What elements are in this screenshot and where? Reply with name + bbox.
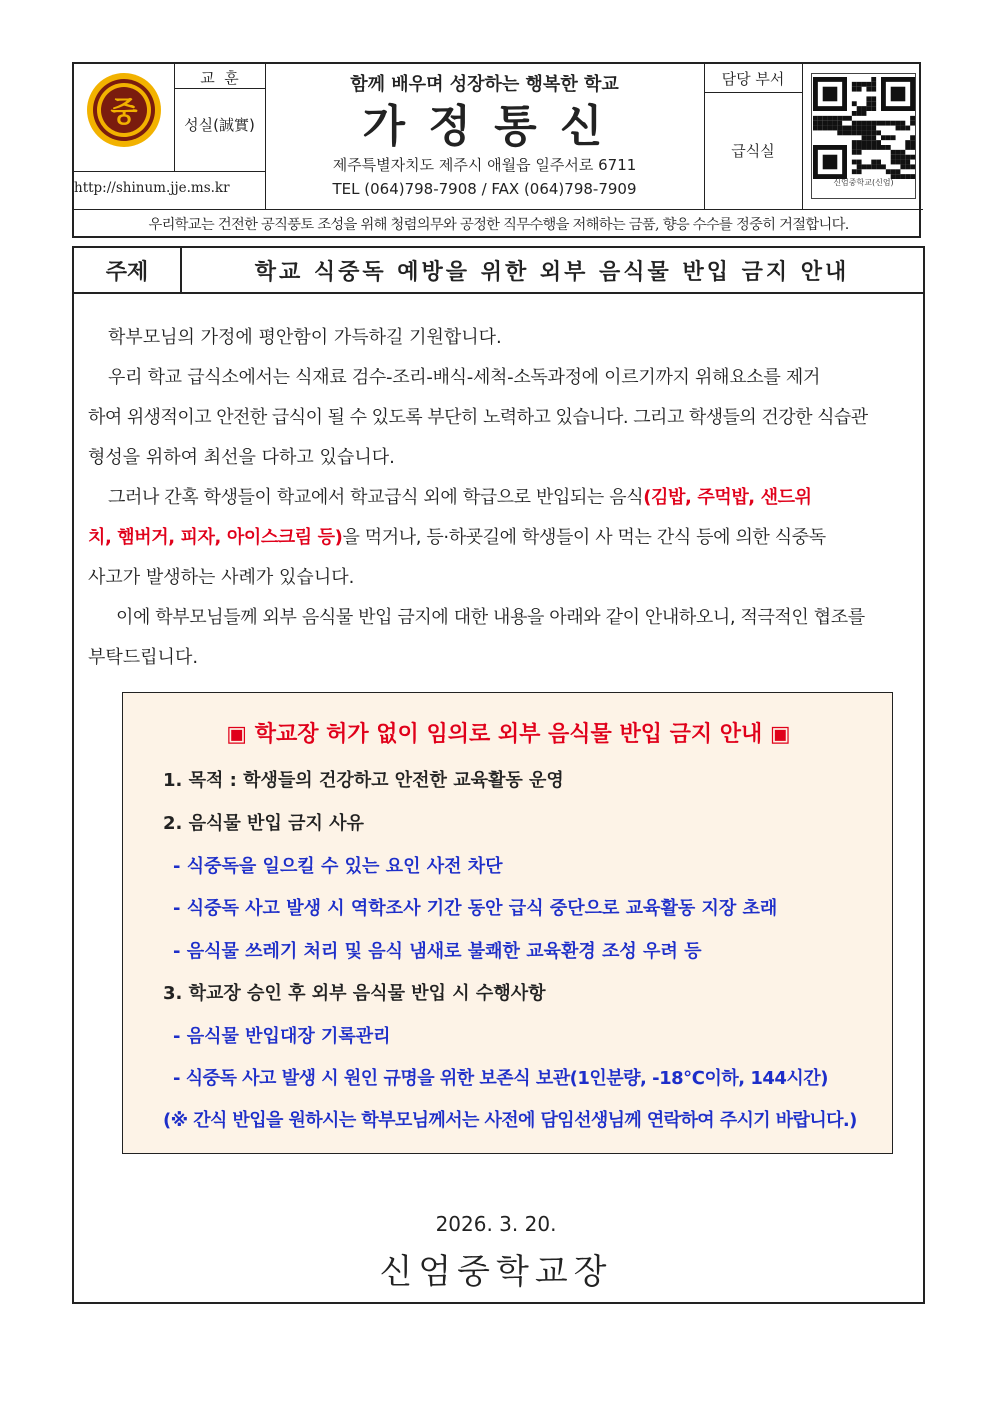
- motto-label: 교 훈: [200, 69, 239, 87]
- paragraph-2: [88, 358, 910, 478]
- logo-text: 중: [110, 95, 138, 128]
- page-title: 가 정 통 신: [362, 101, 607, 152]
- document-date: 2026. 3. 20.: [435, 1212, 557, 1236]
- paragraph-3-line-2-text: 을 먹거나, 등·하굣길에 학생들이 사 먹는 간식 등에 의한 식중독: [342, 527, 826, 548]
- notice-item-2: 2. 음식물 반입 금지 사유: [163, 813, 364, 834]
- paragraph-3-food-list-1: (김밥, 주먹밥, 샌드위: [643, 487, 812, 508]
- slogan: 함께 배우며 성장하는 행복한 학교: [350, 74, 619, 95]
- paragraph-3-line-1-text: 그러나 간혹 학생들이 학교에서 학교급식 외에 학급으로 반입되는 음식: [108, 487, 644, 508]
- subject-label: 주제: [105, 260, 149, 285]
- paragraph-2-line-3: 형성을 위하여 최선을 다하고 있습니다.: [88, 447, 395, 468]
- school-address: 제주특별자치도 제주시 애월읍 일주서로 6711: [332, 156, 637, 174]
- subject-title: 학교 식중독 예방을 위한 외부 음식물 반입 금지 안내: [254, 260, 850, 285]
- dept-value: 급식실: [731, 142, 775, 160]
- notice-item-2b: - 식중독 사고 발생 시 역학조사 기간 동안 급식 중단으로 교육활동 지장 초래: [173, 898, 778, 919]
- notice-item-3: 3. 학교장 승인 후 외부 음식물 반입 시 수행사항: [163, 983, 546, 1004]
- paragraph-3: [88, 478, 910, 598]
- paragraph-1-line: 학부모님의 가정에 평안함이 가득하길 기원합니다.: [108, 327, 502, 348]
- qr-code-box: [811, 73, 916, 199]
- paragraph-1: [88, 318, 910, 358]
- notice-item-2c: - 음식물 쓰레기 처리 및 음식 냄새로 불쾌한 교육환경 조성 우려 등: [173, 941, 702, 962]
- integrity-notice: 우리학교는 건전한 공직풍토 조성을 위해 청렴의무와 공정한 직무수행을 저해하는 금품, 향응 수수를 정중히 거절합니다.: [148, 217, 849, 233]
- paragraph-3-line-3: 사고가 발생하는 사례가 있습니다.: [88, 567, 355, 588]
- qr-code-icon: [813, 77, 915, 179]
- school-logo: [84, 70, 164, 150]
- dept-label: 담당 부서: [721, 70, 785, 88]
- paragraph-4-line-2: 부탁드립니다.: [88, 647, 199, 668]
- document-signature: 신엄중학교장: [379, 1252, 613, 1292]
- notice-item-3b: - 식중독 사고 발생 시 원인 규명을 위한 보존식 보관(1인분량, -18℃이하, 144시간): [173, 1068, 828, 1089]
- notice-item-2a: - 식중독을 일으킬 수 있는 요인 사전 차단: [173, 856, 503, 877]
- header-table: [72, 62, 921, 238]
- motto-value: 성실(誠實): [184, 116, 255, 134]
- notice-box: [122, 692, 893, 1154]
- paragraph-4-line-1: 이에 학부모님들께 외부 음식물 반입 금지에 대한 내용을 아래와 같이 안내하오니, 적극적인 협조를: [116, 607, 865, 628]
- paragraph-2-line-2: 하여 위생적이고 안전한 급식이 될 수 있도록 부단히 노력하고 있습니다. 그리고 학생들의 건강한 식습관: [88, 407, 868, 428]
- school-website[interactable]: http://shinum.jje.ms.kr: [74, 180, 230, 196]
- paragraph-3-food-list-2: 치, 햄버거, 피자, 아이스크림 등): [88, 527, 343, 548]
- notice-item-1: 1. 목적 : 학생들의 건강하고 안전한 교육활동 운영: [163, 770, 564, 791]
- qr-caption: 신엄중학교(신엄): [833, 178, 894, 187]
- paragraph-4: [88, 598, 910, 678]
- paragraph-2-line-1: 우리 학교 급식소에서는 식재료 검수-조리-배식-세척-소독과정에 이르기까지 위해요소를 제거: [108, 367, 821, 388]
- notice-footnote: (※ 간식 반입을 원하시는 학부모님께서는 사전에 담임선생님께 연락하여 주시기 바랍니다.): [163, 1110, 857, 1131]
- notice-item-3a: - 음식물 반입대장 기록관리: [173, 1026, 391, 1047]
- school-contact: TEL (064)798-7908 / FAX (064)798-7909: [332, 180, 637, 198]
- notice-title: ▣ 학교장 허가 없이 임의로 외부 음식물 반입 금지 안내 ▣: [226, 722, 791, 747]
